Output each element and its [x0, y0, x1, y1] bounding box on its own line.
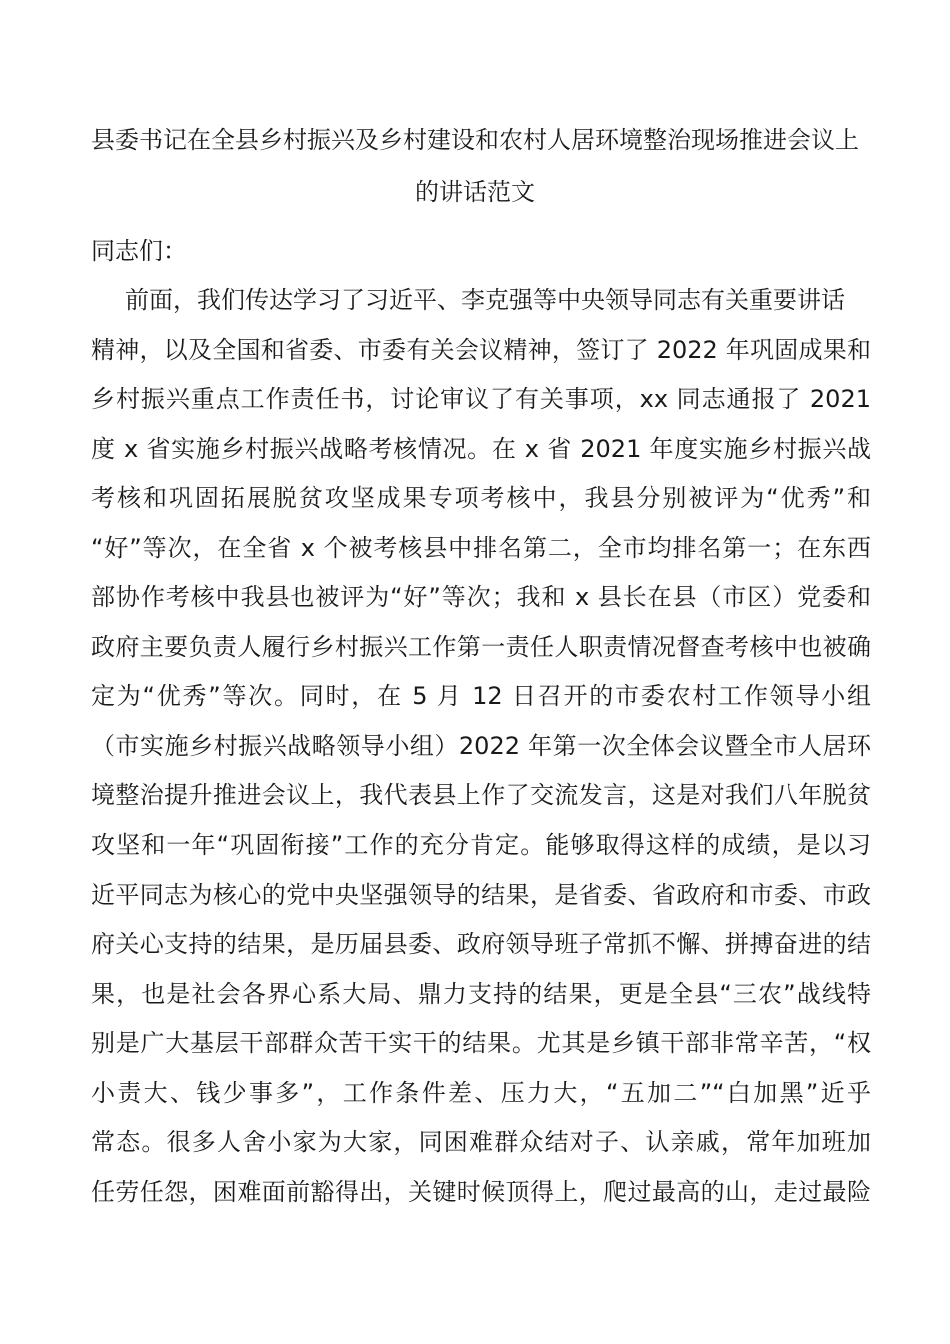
paragraph-line: 近平同志为核心的党中央坚强领导的结果，是省委、省政府和市委、市政 [91, 880, 871, 909]
paragraph-line: 别是广大基层干部群众苦干实干的结果。尤其是乡镇干部非常辛苦，“权 [91, 1029, 871, 1058]
paragraph-line: 常态。很多人舍小家为大家，同困难群众结对子、认亲戚，常年加班加 [91, 1128, 871, 1157]
salutation: 同志们： [91, 237, 187, 265]
document-title-line-2: 的讲话范文 [415, 178, 535, 206]
paragraph-line: 攻坚和一年“巩固衔接”工作的充分肯定。能够取得这样的成绩，是以习 [91, 831, 871, 860]
paragraph-line: 度 x 省实施乡村振兴战略考核情况。在 x 省 2021 年度实施乡村振兴战 [91, 434, 871, 463]
paragraph-line: 乡村振兴重点工作责任书，讨论审议了有关事项，xx 同志通报了 2021 [91, 385, 871, 414]
paragraph-line: （市实施乡村振兴战略领导小组）2022 年第一次全体会议暨全市人居环 [91, 731, 871, 760]
paragraph-line: 定为“优秀”等次。同时，在 5 月 12 日召开的市委农村工作领导小组 [91, 682, 871, 711]
paragraph-line: 前面，我们传达学习了习近平、李克强等中央领导同志有关重要讲话 [125, 286, 845, 314]
paragraph-line: 考核和巩固拓展脱贫攻坚成果专项考核中，我县分别被评为“优秀”和 [91, 484, 871, 513]
paragraph-line: 府关心支持的结果，是历届县委、政府领导班子常抓不懈、拼搏奋进的结 [91, 930, 871, 959]
paragraph-line: 小责大、钱少事多”，工作条件差、压力大，“五加二”“白加黑”近乎 [91, 1078, 871, 1107]
paragraph-line: 精神，以及全国和省委、市委有关会议精神，签订了 2022 年巩固成果和 [91, 335, 871, 364]
paragraph-line: 境整治提升推进会议上，我代表县上作了交流发言，这是对我们八年脱贫 [91, 781, 871, 810]
paragraph-line: 部协作考核中我县也被评为“好”等次；我和 x 县长在县（市区）党委和 [91, 583, 871, 612]
speech-paragraph [91, 284, 871, 1225]
paragraph-line: 任劳任怨，困难面前豁得出，关键时候顶得上，爬过最高的山，走过最险 [91, 1177, 871, 1206]
document-title-line-1: 县委书记在全县乡村振兴及乡村建设和农村人居环境整治现场推进会议上 [91, 126, 859, 154]
paragraph-line: 果，也是社会各界心系大局、鼎力支持的结果，更是全县“三农”战线特 [91, 979, 871, 1008]
paragraph-line: 政府主要负责人履行乡村振兴工作第一责任人职责情况督查考核中也被确 [91, 632, 871, 661]
paragraph-line: “好”等次，在全省 x 个被考核县中排名第二，全市均排名第一；在东西 [91, 533, 871, 562]
